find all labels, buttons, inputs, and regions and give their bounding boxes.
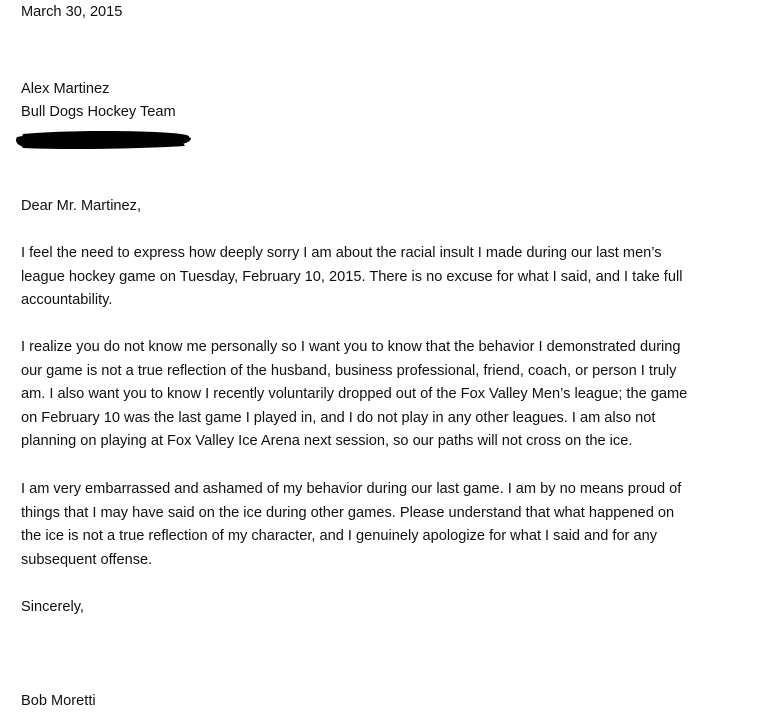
salutation: Dear Mr. Martinez,: [21, 198, 142, 214]
redacted-address-mark: [15, 128, 193, 150]
paragraph-line: our game is not a true reflection of the husband, business professional, friend, coach, or person I truly: [21, 362, 677, 379]
body-paragraph-1: [21, 242, 751, 313]
paragraph-line: on February 10 was the last game I played in, and I do not play in any other leagues. I am also not: [21, 409, 656, 426]
letter-date: March 30, 2015: [21, 4, 123, 20]
body-paragraph-2: [21, 336, 751, 454]
closing: Sincerely,: [21, 599, 84, 615]
paragraph-line: I feel the need to express how deeply sorry I am about the racial insult I made during our last men’s: [21, 245, 662, 261]
paragraph-line: accountability.: [21, 292, 113, 308]
paragraph-line: the ice is not a true reflection of my character, and I genuinely apologize for what I said and for any: [21, 528, 658, 544]
paragraph-line: am. I also want you to know I recently voluntarily dropped out of the Fox Valley Men’s league; the game: [21, 386, 688, 402]
paragraph-line: league hockey game on Tuesday, February 10, 2015. There is no excuse for what I said, and I take full: [21, 268, 683, 285]
signature-name: Bob Moretti: [21, 693, 96, 709]
paragraph-line: things that I may have said on the ice during other games. Please understand that what happened on: [21, 504, 675, 521]
paragraph-line: subsequent offense.: [21, 551, 153, 568]
paragraph-line: planning on playing at Fox Valley Ice Arena next session, so our paths will not cross on the ice.: [21, 433, 633, 449]
recipient-name: Alex Martinez: [21, 81, 110, 97]
body-paragraph-3: [21, 478, 751, 572]
paragraph-line: I realize you do not know me personally so I want you to know that the behavior I demonstrated during: [21, 339, 681, 355]
letter-page: [21, 0, 751, 718]
recipient-organization: Bull Dogs Hockey Team: [21, 104, 176, 120]
paragraph-line: I am very embarrassed and ashamed of my behavior during our last game. I am by no means proud of: [21, 481, 682, 497]
